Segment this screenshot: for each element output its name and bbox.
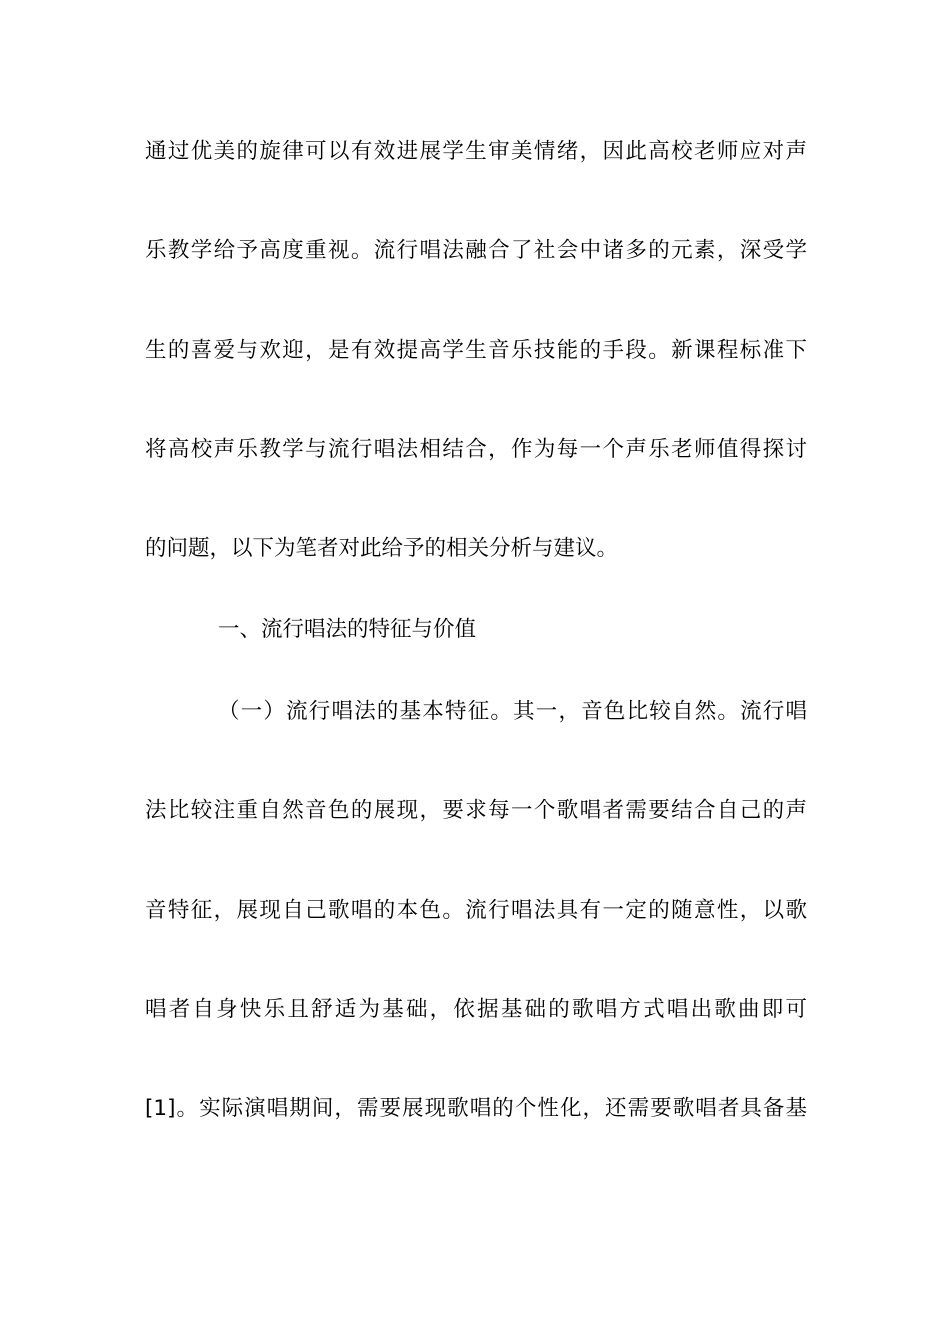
paragraph-line: [1]。实际演唱期间，需要展现歌唱的个性化，还需要歌唱者具备基 (145, 1096, 807, 1121)
paragraph-line: 生的喜爱与欢迎，是有效提高学生音乐技能的手段。新课程标准下 (145, 338, 807, 363)
paragraph-line: 的问题，以下为笔者对此给予的相关分析与建议。 (145, 536, 619, 561)
paragraph-line: 乐教学给予高度重视。流行唱法融合了社会中诸多的元素，深受学 (145, 238, 807, 263)
paragraph-line: （一）流行唱法的基本特征。其一，音色比较自然。流行唱 (218, 699, 807, 724)
section-heading: 一、流行唱法的特征与价值 (218, 617, 477, 642)
paragraph-line: 唱者自身快乐且舒适为基础，依据基础的歌唱方式唱出歌曲即可 (145, 997, 807, 1022)
paragraph-line: 音特征，展现自己歌唱的本色。流行唱法具有一定的随意性，以歌 (145, 898, 807, 923)
paragraph-line: 通过优美的旋律可以有效进展学生审美情绪，因此高校老师应对声 (145, 139, 807, 164)
paragraph-line: 法比较注重自然音色的展现，要求每一个歌唱者需要结合自己的声 (145, 798, 807, 823)
paragraph-line: 将高校声乐教学与流行唱法相结合，作为每一个声乐老师值得探讨 (145, 437, 807, 462)
